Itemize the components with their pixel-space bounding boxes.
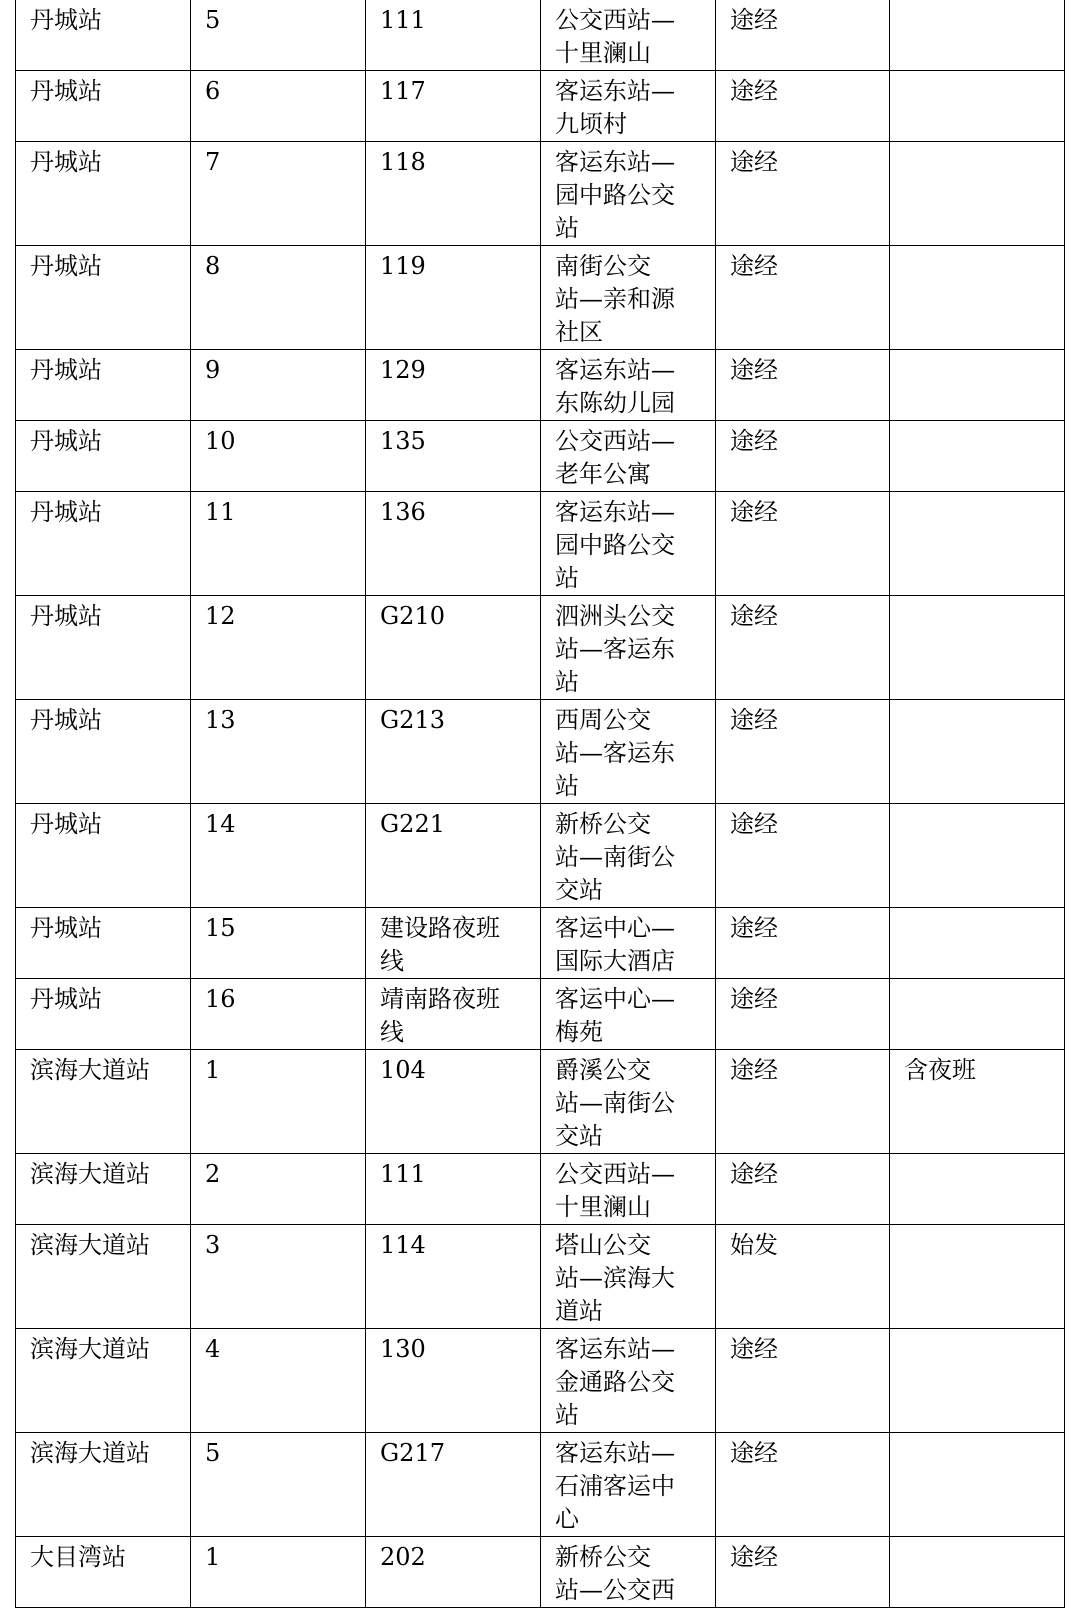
line-cell-line: 130: [380, 1335, 426, 1363]
route-cell-line: 客运中心—: [555, 985, 675, 1013]
route-cell-line: 站—公交西: [555, 1576, 675, 1604]
type-cell: 途经: [716, 596, 890, 700]
table-row: [16, 1050, 1065, 1154]
table-row: [16, 421, 1065, 492]
station-cell: 大目湾站: [16, 1537, 191, 1608]
line-cell: [366, 908, 541, 979]
route-cell-line: 新桥公交: [555, 810, 651, 838]
type-cell: 途经: [716, 0, 890, 71]
note-cell: [890, 804, 1065, 908]
table-row: [16, 492, 1065, 596]
number-cell: 9: [191, 350, 366, 421]
note-cell: [890, 979, 1065, 1050]
route-cell: [541, 492, 716, 596]
route-cell: [541, 1154, 716, 1225]
station-cell: 滨海大道站: [16, 1050, 191, 1154]
number-cell: 16: [191, 979, 366, 1050]
line-cell-line: 111: [380, 6, 426, 34]
route-cell-line: 公交西站—: [555, 427, 675, 455]
line-cell-line: 104: [380, 1056, 426, 1084]
route-cell-line: 塔山公交: [555, 1231, 651, 1259]
route-cell-line: 客运东站—: [555, 498, 675, 526]
type-cell: 途经: [716, 246, 890, 350]
type-cell: 途经: [716, 421, 890, 492]
number-cell: 10: [191, 421, 366, 492]
route-cell: [541, 246, 716, 350]
type-cell: 途经: [716, 1329, 890, 1433]
number-cell: 11: [191, 492, 366, 596]
line-cell: [366, 350, 541, 421]
table-row: [16, 71, 1065, 142]
table-row: [16, 1225, 1065, 1329]
route-cell-line: 园中路公交: [555, 531, 675, 559]
route-cell-line: 站—客运东: [555, 635, 675, 663]
route-cell: [541, 350, 716, 421]
line-cell-line: G217: [380, 1439, 445, 1467]
line-cell-line: 114: [380, 1231, 426, 1259]
table-body: [16, 0, 1065, 1608]
route-cell-line: 爵溪公交: [555, 1056, 651, 1084]
note-cell: [890, 908, 1065, 979]
number-cell: 8: [191, 246, 366, 350]
note-cell: [890, 1433, 1065, 1537]
line-cell: [366, 421, 541, 492]
number-cell: 3: [191, 1225, 366, 1329]
line-cell: [366, 71, 541, 142]
route-cell-line: 客运东站—: [555, 1439, 675, 1467]
station-cell: 丹城站: [16, 700, 191, 804]
route-cell: [541, 142, 716, 246]
number-cell: 4: [191, 1329, 366, 1433]
table-row: [16, 1329, 1065, 1433]
table-row: [16, 350, 1065, 421]
line-cell: [366, 1225, 541, 1329]
route-cell: [541, 1537, 716, 1608]
note-cell: [890, 1537, 1065, 1608]
note-cell: [890, 1329, 1065, 1433]
note-cell: [890, 71, 1065, 142]
route-cell-line: 社区: [555, 318, 603, 346]
route-cell-line: 九顷村: [555, 110, 627, 138]
type-cell: 途经: [716, 804, 890, 908]
note-cell: [890, 0, 1065, 71]
table-row: [16, 1537, 1065, 1608]
route-cell-line: 站—亲和源: [555, 285, 675, 313]
type-cell: 途经: [716, 979, 890, 1050]
station-cell: 丹城站: [16, 492, 191, 596]
route-cell-line: 客运东站—: [555, 77, 675, 105]
station-cell: 丹城站: [16, 71, 191, 142]
line-cell: [366, 1537, 541, 1608]
note-cell: 含夜班: [890, 1050, 1065, 1154]
route-cell: [541, 1225, 716, 1329]
route-cell-line: 梅苑: [555, 1018, 603, 1046]
table-row: [16, 596, 1065, 700]
number-cell: 2: [191, 1154, 366, 1225]
line-cell-line: 111: [380, 1160, 426, 1188]
route-cell-line: 客运东站—: [555, 1335, 675, 1363]
route-cell-line: 公交西站—: [555, 1160, 675, 1188]
route-cell: [541, 1050, 716, 1154]
station-cell: 丹城站: [16, 596, 191, 700]
line-cell-line: G210: [380, 602, 445, 630]
line-cell-line: 线: [380, 947, 404, 975]
table-row: [16, 979, 1065, 1050]
line-cell: [366, 1433, 541, 1537]
route-cell-line: 心: [555, 1505, 579, 1533]
station-cell: 丹城站: [16, 246, 191, 350]
route-cell: [541, 979, 716, 1050]
route-cell-line: 道站: [555, 1297, 603, 1325]
route-cell-line: 站—南街公: [555, 1089, 675, 1117]
type-cell: 途经: [716, 1050, 890, 1154]
line-cell: [366, 142, 541, 246]
route-cell: [541, 804, 716, 908]
number-cell: 12: [191, 596, 366, 700]
route-cell-line: 交站: [555, 1122, 603, 1150]
route-cell-line: 园中路公交: [555, 181, 675, 209]
route-cell: [541, 421, 716, 492]
route-cell-line: 南街公交: [555, 252, 651, 280]
route-cell-line: 老年公寓: [555, 460, 651, 488]
route-cell: [541, 0, 716, 71]
route-cell-line: 新桥公交: [555, 1543, 651, 1571]
note-cell: [890, 421, 1065, 492]
line-cell-line: 136: [380, 498, 426, 526]
route-cell: [541, 1329, 716, 1433]
route-cell-line: 站: [555, 668, 579, 696]
line-cell-line: 135: [380, 427, 426, 455]
line-cell-line: G221: [380, 810, 445, 838]
table-row: [16, 804, 1065, 908]
route-cell-line: 石浦客运中: [555, 1472, 675, 1500]
line-cell: [366, 1050, 541, 1154]
route-cell-line: 客运东站—: [555, 356, 675, 384]
bus-route-table: [15, 0, 1065, 1608]
route-cell-line: 客运东站—: [555, 148, 675, 176]
route-cell-line: 站—滨海大: [555, 1264, 675, 1292]
type-cell: 途经: [716, 700, 890, 804]
note-cell: [890, 1154, 1065, 1225]
line-cell-line: 202: [380, 1543, 426, 1571]
station-cell: 丹城站: [16, 979, 191, 1050]
route-cell: [541, 596, 716, 700]
number-cell: 14: [191, 804, 366, 908]
table-row: [16, 908, 1065, 979]
route-cell-line: 金通路公交: [555, 1368, 675, 1396]
table-row: [16, 700, 1065, 804]
table-row: [16, 246, 1065, 350]
line-cell: [366, 596, 541, 700]
line-cell: [366, 700, 541, 804]
type-cell: 途经: [716, 908, 890, 979]
route-cell-line: 公交西站—: [555, 6, 675, 34]
table-row: [16, 0, 1065, 71]
line-cell: [366, 1329, 541, 1433]
note-cell: [890, 700, 1065, 804]
type-cell: 始发: [716, 1225, 890, 1329]
number-cell: 1: [191, 1537, 366, 1608]
line-cell-line: 建设路夜班: [380, 914, 500, 942]
number-cell: 6: [191, 71, 366, 142]
route-cell-line: 东陈幼儿园: [555, 389, 675, 417]
number-cell: 1: [191, 1050, 366, 1154]
note-cell: [890, 350, 1065, 421]
route-cell-line: 国际大酒店: [555, 947, 675, 975]
note-cell: [890, 492, 1065, 596]
route-cell-line: 站: [555, 214, 579, 242]
line-cell: [366, 0, 541, 71]
route-cell-line: 十里澜山: [555, 39, 651, 67]
station-cell: 滨海大道站: [16, 1329, 191, 1433]
line-cell-line: 靖南路夜班: [380, 985, 500, 1013]
route-cell: [541, 700, 716, 804]
note-cell: [890, 142, 1065, 246]
note-cell: [890, 596, 1065, 700]
line-cell-line: 线: [380, 1018, 404, 1046]
station-cell: 丹城站: [16, 908, 191, 979]
line-cell-line: 119: [380, 252, 426, 280]
route-cell-line: 站—南街公: [555, 843, 675, 871]
line-cell-line: 117: [380, 77, 426, 105]
route-cell-line: 十里澜山: [555, 1193, 651, 1221]
route-cell-line: 西周公交: [555, 706, 651, 734]
number-cell: 13: [191, 700, 366, 804]
number-cell: 5: [191, 1433, 366, 1537]
station-cell: 丹城站: [16, 0, 191, 71]
line-cell-line: G213: [380, 706, 445, 734]
route-cell: [541, 908, 716, 979]
route-cell-line: 泗洲头公交: [555, 602, 675, 630]
line-cell: [366, 246, 541, 350]
route-cell-line: 客运中心—: [555, 914, 675, 942]
station-cell: 丹城站: [16, 804, 191, 908]
type-cell: 途经: [716, 492, 890, 596]
line-cell: [366, 804, 541, 908]
line-cell-line: 118: [380, 148, 426, 176]
route-cell: [541, 1433, 716, 1537]
table-row: [16, 1154, 1065, 1225]
route-cell-line: 站: [555, 564, 579, 592]
line-cell: [366, 979, 541, 1050]
station-cell: 丹城站: [16, 421, 191, 492]
route-cell: [541, 71, 716, 142]
station-cell: 滨海大道站: [16, 1433, 191, 1537]
line-cell-line: 129: [380, 356, 426, 384]
note-cell: [890, 246, 1065, 350]
type-cell: 途经: [716, 142, 890, 246]
line-cell: [366, 1154, 541, 1225]
station-cell: 滨海大道站: [16, 1154, 191, 1225]
station-cell: 滨海大道站: [16, 1225, 191, 1329]
station-cell: 丹城站: [16, 142, 191, 246]
type-cell: 途经: [716, 1154, 890, 1225]
station-cell: 丹城站: [16, 350, 191, 421]
number-cell: 15: [191, 908, 366, 979]
route-cell-line: 交站: [555, 876, 603, 904]
number-cell: 7: [191, 142, 366, 246]
type-cell: 途经: [716, 71, 890, 142]
line-cell: [366, 492, 541, 596]
table-row: [16, 142, 1065, 246]
type-cell: 途经: [716, 350, 890, 421]
route-cell-line: 站: [555, 772, 579, 800]
table-row: [16, 1433, 1065, 1537]
number-cell: 5: [191, 0, 366, 71]
route-cell-line: 站—客运东: [555, 739, 675, 767]
type-cell: 途经: [716, 1433, 890, 1537]
note-cell: [890, 1225, 1065, 1329]
route-cell-line: 站: [555, 1401, 579, 1429]
type-cell: 途经: [716, 1537, 890, 1608]
